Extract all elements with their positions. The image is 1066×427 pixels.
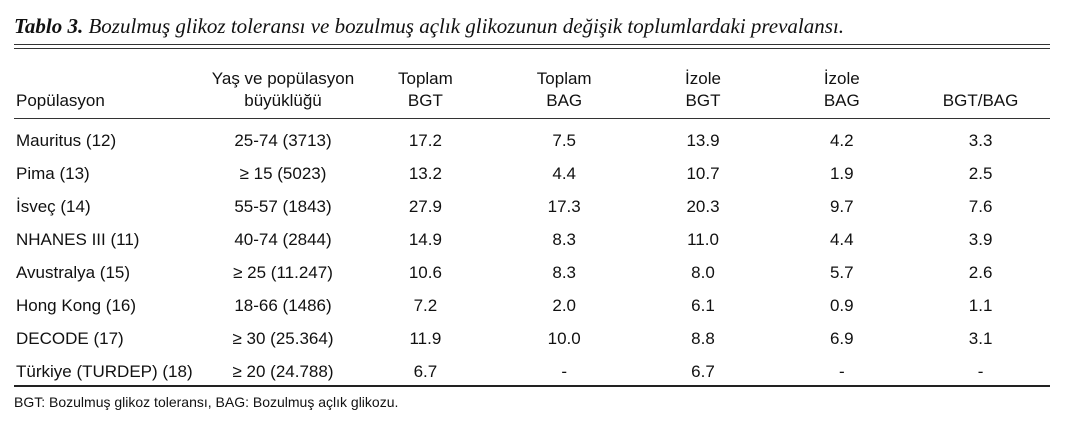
table-cell: 6.9 xyxy=(829,328,854,348)
table-cell: 3.9 xyxy=(968,229,993,249)
table-cell: 3.3 xyxy=(968,130,993,150)
table-footnote: BGT: Bozulmuş glikoz toleransı, BAG: Bozulmuş açlık glikozu. xyxy=(14,394,399,410)
table-cell: 10.0 xyxy=(547,328,581,348)
column-header xyxy=(772,60,911,118)
table-cell: 17.3 xyxy=(547,196,581,216)
table-cell: 20.3 xyxy=(686,196,720,216)
column-header-line: İzole xyxy=(685,69,721,88)
table-cell: ≥ 20 (24.788) xyxy=(232,361,334,381)
column-header xyxy=(634,60,773,118)
table-cell: 6.1 xyxy=(691,295,715,315)
table-cell: 55-57 (1843) xyxy=(234,196,332,216)
table-cell: ≥ 15 (5023) xyxy=(239,163,327,183)
population-cell: Pima (13) xyxy=(16,163,90,183)
table-cell: 4.4 xyxy=(829,229,854,249)
table-cell: 6.7 xyxy=(691,361,715,381)
table-cell: 4.2 xyxy=(829,130,854,150)
table-cell: 2.0 xyxy=(552,295,577,315)
table-row xyxy=(14,118,1050,157)
column-header-line: büyüklüğü xyxy=(244,91,322,110)
column-header-line: BGT/BAG xyxy=(942,91,1019,110)
table-cell: 9.7 xyxy=(829,196,854,216)
table-row xyxy=(14,190,1050,223)
table-row xyxy=(14,256,1050,289)
table-cell: 2.5 xyxy=(968,163,993,183)
column-header-line: İzole xyxy=(823,69,860,88)
table-cell: 2.6 xyxy=(968,262,993,282)
table-cell: 1.9 xyxy=(829,163,854,183)
column-header-line: BAG xyxy=(546,91,583,110)
top-double-rule-lower xyxy=(14,48,1050,49)
population-cell: Türkiye (TURDEP) (18) xyxy=(16,361,193,381)
table-cell: 11.9 xyxy=(409,328,442,348)
header-row xyxy=(14,60,1050,118)
table-cell: 11.0 xyxy=(687,229,719,249)
table-cell: 17.2 xyxy=(408,130,442,150)
table-cell: 0.9 xyxy=(829,295,854,315)
column-header-line: Popülasyon xyxy=(16,91,105,110)
table-body xyxy=(14,118,1050,388)
table-row xyxy=(14,223,1050,256)
table-cell: ≥ 30 (25.364) xyxy=(232,328,334,348)
table-row xyxy=(14,157,1050,190)
table-cell: 10.7 xyxy=(686,163,720,183)
population-cell: İsveç (14) xyxy=(16,196,91,216)
population-cell: Mauritus (12) xyxy=(16,130,117,150)
table-cell: - xyxy=(561,361,568,381)
table-cell: 7.6 xyxy=(968,196,993,216)
column-header-line: Toplam xyxy=(397,69,453,88)
column-header xyxy=(495,60,634,118)
table-header xyxy=(14,60,1050,118)
table-cell: 4.4 xyxy=(552,163,577,183)
table-cell: 8.0 xyxy=(691,262,715,282)
population-cell: DECODE (17) xyxy=(16,328,124,348)
population-cell: NHANES III (11) xyxy=(16,229,140,249)
table-cell: 8.8 xyxy=(691,328,715,348)
table-cell: ≥ 25 (11.247) xyxy=(233,262,333,282)
table-cell: 10.6 xyxy=(408,262,442,282)
column-header-line: Toplam xyxy=(536,69,592,88)
caption-text: Bozulmuş glikoz toleransı ve bozulmuş açlık glikozunun değişik toplumlardaki prevalansı. xyxy=(88,14,845,38)
table-cell: - xyxy=(838,361,845,381)
caption-label: Tablo 3. xyxy=(14,14,84,38)
table-cell: 3.1 xyxy=(968,328,993,348)
table-cell: 40-74 (2844) xyxy=(234,229,332,249)
column-header xyxy=(356,60,495,118)
column-header xyxy=(911,60,1050,118)
table-cell: 25-74 (3713) xyxy=(234,130,332,150)
population-cell: Avustralya (15) xyxy=(16,262,131,282)
table-row xyxy=(14,355,1050,388)
table-cell: 7.5 xyxy=(552,130,577,150)
table-cell: 18-66 (1486) xyxy=(234,295,332,315)
column-header-line: Yaş ve popülasyon xyxy=(211,69,355,88)
table-cell: 27.9 xyxy=(408,196,442,216)
table-cell: 13.9 xyxy=(686,130,720,150)
column-header-line: BGT xyxy=(685,91,721,110)
table-cell: 14.9 xyxy=(408,229,442,249)
table-cell: 8.3 xyxy=(552,262,577,282)
table-cell: 7.2 xyxy=(413,295,438,315)
table-cell: - xyxy=(977,361,984,381)
table-cell: 8.3 xyxy=(552,229,577,249)
column-header-line: BGT xyxy=(407,91,443,110)
prevalence-table xyxy=(14,60,1050,388)
column-header xyxy=(210,60,356,118)
table-cell: 5.7 xyxy=(829,262,854,282)
column-header-line: BAG xyxy=(823,91,860,110)
table-row xyxy=(14,289,1050,322)
table-cell: 1.1 xyxy=(968,295,993,315)
table-cell: 6.7 xyxy=(413,361,438,381)
column-header xyxy=(14,60,210,118)
table-row xyxy=(14,322,1050,355)
population-cell: Hong Kong (16) xyxy=(16,295,137,315)
top-double-rule-upper xyxy=(14,44,1050,45)
table-cell: 13.2 xyxy=(408,163,442,183)
table-caption xyxy=(14,14,844,39)
